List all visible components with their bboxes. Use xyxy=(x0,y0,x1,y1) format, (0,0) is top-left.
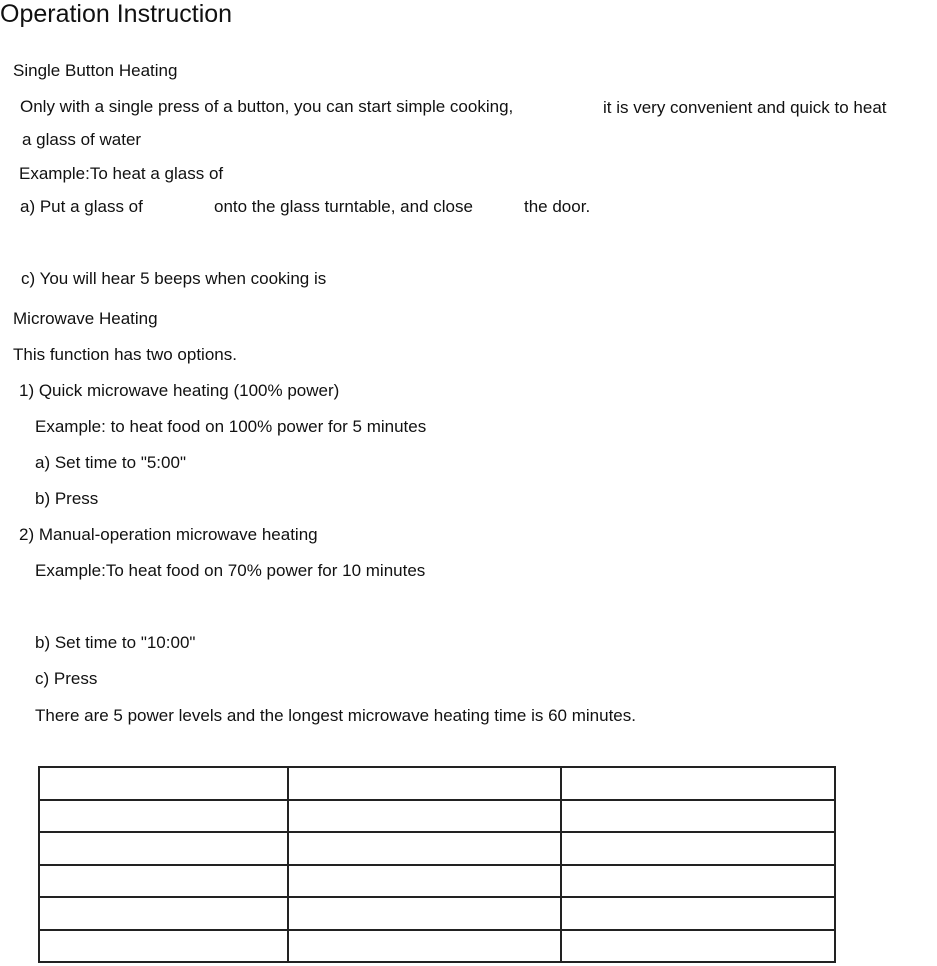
microwave-intro: This function has two options. xyxy=(13,345,237,364)
table-row xyxy=(39,865,835,898)
option-2-label: 2) Manual-operation microwave heating xyxy=(19,525,318,544)
power-levels-note: There are 5 power levels and the longest microwave heating time is 60 minutes. xyxy=(35,706,636,725)
step-c-text: c) You will hear 5 beeps when cooking is xyxy=(21,269,327,288)
table-cell xyxy=(561,930,835,963)
table-cell xyxy=(39,865,288,898)
table-cell xyxy=(561,767,835,800)
step-a-part-1: a) Put a glass of xyxy=(20,197,143,216)
intro-text-part-1: Only with a single press of a button, you can start simple cooking, xyxy=(20,97,514,116)
intro-text-part-2: it is very convenient and quick to heat xyxy=(603,98,887,117)
option-1-step-b: b) Press xyxy=(35,489,99,508)
table-row xyxy=(39,930,835,963)
table-cell xyxy=(39,767,288,800)
table-cell xyxy=(561,800,835,833)
option-2-step-b: b) Set time to "10:00" xyxy=(35,633,196,652)
table-row xyxy=(39,767,835,800)
intro-text-line-2: a glass of water xyxy=(22,130,142,149)
table-cell xyxy=(288,767,561,800)
table-cell xyxy=(39,832,288,865)
table-cell xyxy=(39,800,288,833)
section-heading-microwave: Microwave Heating xyxy=(13,309,158,328)
option-1-example: Example: to heat food on 100% power for 5 minutes xyxy=(35,417,427,436)
table-cell xyxy=(561,897,835,930)
table-cell xyxy=(561,865,835,898)
option-2-example: Example:To heat food on 70% power for 10 minutes xyxy=(35,561,426,580)
table-row xyxy=(39,800,835,833)
table-cell xyxy=(39,930,288,963)
page-title: Operation Instruction xyxy=(0,0,233,28)
table-cell xyxy=(561,832,835,865)
table-cell xyxy=(288,897,561,930)
example-text: Example:To heat a glass of xyxy=(19,164,224,183)
option-1-step-a: a) Set time to "5:00" xyxy=(35,453,186,472)
option-2-step-c: c) Press xyxy=(35,669,98,688)
step-a-part-3: the door. xyxy=(524,197,591,216)
power-level-table xyxy=(38,766,836,963)
table-row xyxy=(39,832,835,865)
table-cell xyxy=(288,800,561,833)
table-cell xyxy=(288,832,561,865)
table-cell xyxy=(39,897,288,930)
table-row xyxy=(39,897,835,930)
option-1-label: 1) Quick microwave heating (100% power) xyxy=(19,381,340,400)
section-heading-single-button: Single Button Heating xyxy=(13,61,178,80)
table-cell xyxy=(288,930,561,963)
step-a-part-2: onto the glass turntable, and close xyxy=(214,197,473,216)
table-cell xyxy=(288,865,561,898)
